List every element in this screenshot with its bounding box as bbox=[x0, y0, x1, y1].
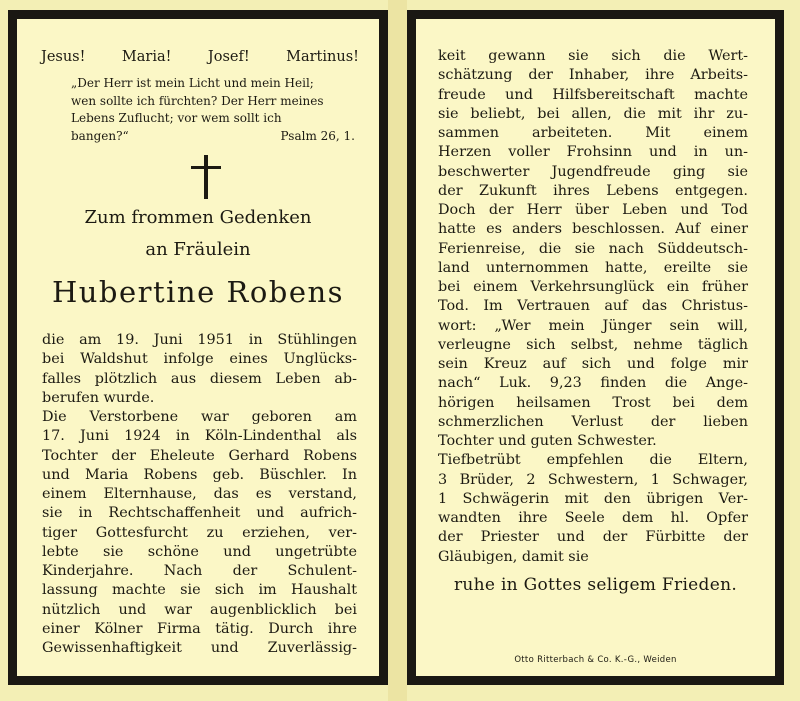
text-line: nach“ Luk. 9,23 finden die Ange- bbox=[438, 375, 748, 392]
text-line: hatte es anders beschlossen. Auf einer bbox=[438, 221, 748, 238]
text-line: der Zukunft ihres Lebens entgegen. bbox=[438, 182, 748, 199]
latin-cross-icon bbox=[191, 155, 221, 199]
text-line: nützlich und war augenblicklich bei bbox=[42, 601, 357, 618]
text-line: sie in Rechtschaffenheit und aufrich- bbox=[42, 505, 357, 522]
text-line: wort: „Wer mein Jünger sein will, bbox=[438, 317, 748, 334]
text-line: Gläubigen, damit sie bbox=[438, 548, 589, 565]
text-line: tiger Gottesfurcht zu erziehen, ver- bbox=[42, 524, 357, 541]
text-line: 17. Juni 1924 in Köln-Lindenthal als bbox=[42, 428, 357, 445]
memorial-subheading: an Fräulein bbox=[145, 239, 251, 260]
text-line: Kinderjahre. Nach der Schulent- bbox=[42, 563, 357, 579]
printer-imprint: Otto Ritterbach & Co. K.-G., Weiden bbox=[514, 655, 677, 665]
text-line: freude und Hilfsbereitschaft machte bbox=[438, 86, 748, 103]
right-card-panel bbox=[407, 10, 784, 685]
quote-line: bangen?“ bbox=[71, 128, 129, 143]
invocation-jesus: Jesus! bbox=[41, 49, 86, 65]
quote-line: wen sollte ich fürchten? Der Herr meines bbox=[71, 93, 324, 108]
invocation-martinus: Martinus! bbox=[286, 49, 359, 65]
right-body-text bbox=[438, 47, 748, 567]
text-line: einer Kölner Firma tätig. Durch ihre bbox=[42, 620, 357, 637]
text-line: Doch der Herr über Leben und Tod bbox=[438, 202, 748, 218]
text-line: sammen arbeiteten. Mit einem bbox=[438, 125, 748, 141]
invocation-maria: Maria! bbox=[121, 49, 172, 65]
text-line: und Maria Robens geb. Büschler. In bbox=[42, 466, 357, 483]
text-line: Tochter und guten Schwester. bbox=[438, 433, 657, 449]
closing-blessing: ruhe in Gottes seligem Frieden. bbox=[453, 575, 738, 595]
text-line: 3 Brüder, 2 Schwestern, 1 Schwager, bbox=[438, 471, 748, 488]
card-fold bbox=[388, 0, 407, 701]
text-line: schmerzlichen Verlust der lieben bbox=[438, 413, 748, 430]
psalm-quote bbox=[71, 75, 355, 145]
text-line: hörigen heilsamen Trost bei dem bbox=[438, 394, 748, 411]
deceased-name: Hubertine Robens bbox=[51, 275, 345, 309]
quote-line: „Der Herr ist mein Licht und mein Heil; bbox=[71, 76, 314, 90]
text-line: lebte sie schöne und ungetrübte bbox=[42, 543, 357, 560]
text-line: lassung machte sie sich im Haushalt bbox=[42, 582, 357, 599]
text-line: Tochter der Eheleute Gerhard Robens bbox=[42, 447, 357, 464]
text-line: Gewissenhaftigkeit und Zuverlässig- bbox=[42, 640, 357, 656]
text-line: die am 19. Juni 1951 in Stühlingen bbox=[42, 332, 357, 348]
invocation-line bbox=[41, 49, 359, 65]
invocation-josef: Josef! bbox=[207, 49, 250, 65]
text-line: Tod. Im Vertrauen auf das Christus- bbox=[438, 298, 748, 315]
text-line: Tiefbetrübt empfehlen die Eltern, bbox=[438, 452, 748, 469]
psalm-reference: Psalm 26, 1. bbox=[280, 128, 355, 143]
quote-line: Lebens Zuflucht; vor wem sollt ich bbox=[71, 111, 282, 125]
memorial-heading: Zum frommen Gedenken bbox=[84, 207, 312, 228]
text-line: bei einem Verkehrsunglück ein früher bbox=[438, 279, 748, 295]
text-line: Herzen voller Frohsinn und in un- bbox=[438, 144, 748, 161]
left-body-text bbox=[42, 331, 357, 658]
text-line: land unternommen hatte, ereilte sie bbox=[438, 259, 748, 276]
text-line: sie beliebt, bei allen, die mit ihr zu- bbox=[438, 105, 748, 122]
text-line: der Priester und der Fürbitte der bbox=[438, 529, 748, 546]
text-line: 1 Schwägerin mit den übrigen Ver- bbox=[438, 490, 748, 507]
text-line: bei Waldshut infolge eines Unglücks- bbox=[42, 351, 357, 368]
text-line: einem Elternhause, das es verstand, bbox=[42, 486, 357, 502]
text-line: sein Kreuz auf sich und folge mir bbox=[438, 356, 748, 372]
text-line: keit gewann sie sich die Wert- bbox=[438, 48, 748, 64]
text-line: verleugne sich selbst, nehme täglich bbox=[438, 336, 748, 353]
text-line: berufen wurde. bbox=[42, 389, 155, 406]
left-card-panel bbox=[8, 10, 388, 685]
text-line: wandten ihre Seele dem hl. Opfer bbox=[438, 510, 748, 526]
text-line: Ferienreise, die sie nach Süddeutsch- bbox=[438, 240, 748, 257]
text-line: Die Verstorbene war geboren am bbox=[42, 409, 357, 425]
text-line: beschwerter Jugendfreude ging sie bbox=[438, 163, 748, 180]
text-line: falles plötzlich aus diesem Leben ab- bbox=[42, 370, 357, 387]
text-line: schätzung der Inhaber, ihre Arbeits- bbox=[438, 67, 748, 84]
